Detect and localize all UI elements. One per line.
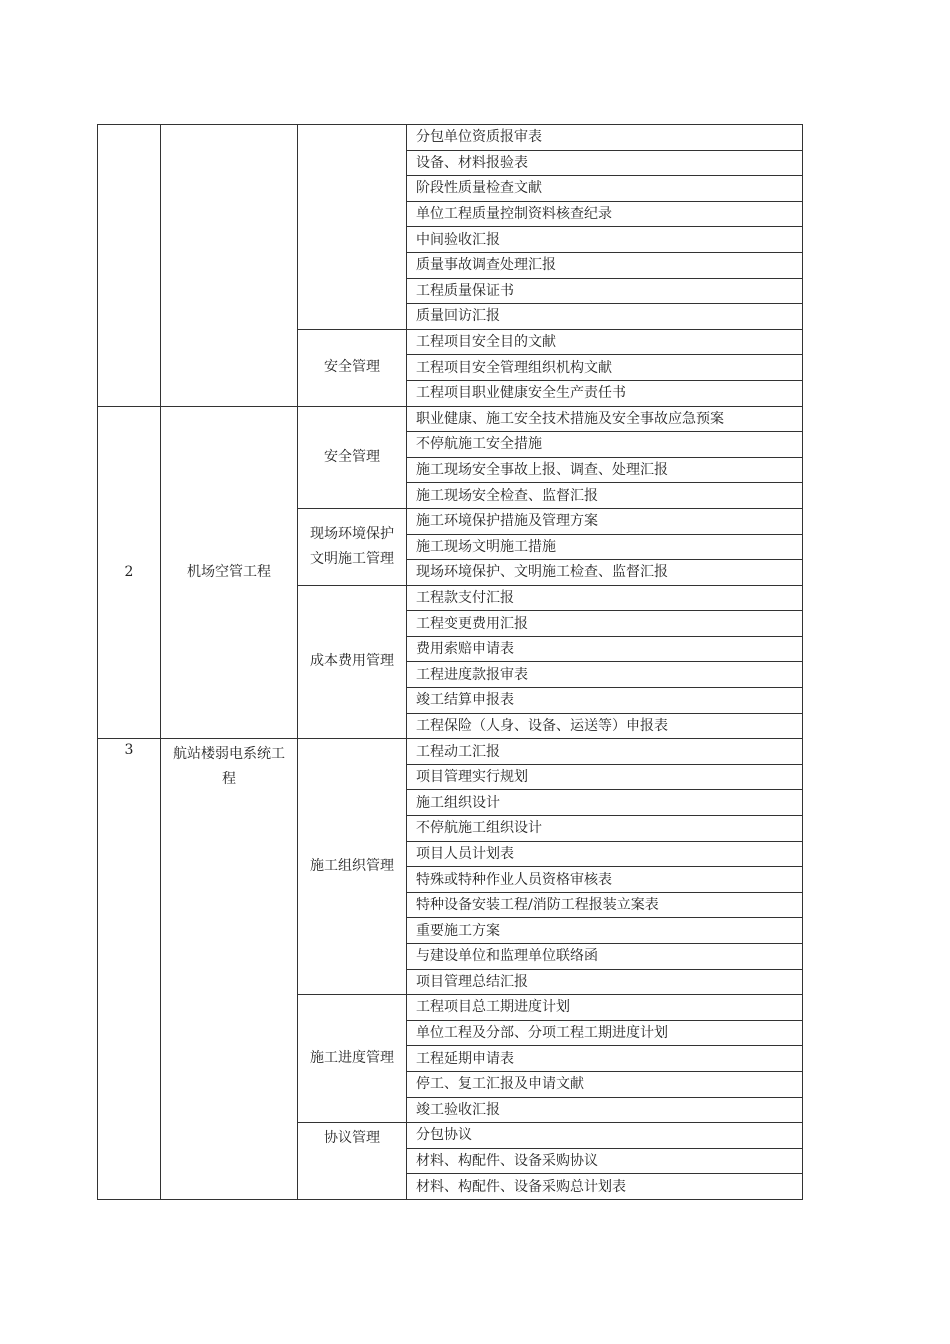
document-item-cell: 工程质量保证书 — [407, 278, 803, 304]
document-item-cell: 费用索赔申请表 — [407, 636, 803, 662]
document-item-cell: 竣工验收汇报 — [407, 1097, 803, 1123]
document-item-cell: 工程延期申请表 — [407, 1046, 803, 1072]
project-name-cell: 航站楼弱电系统工程 — [161, 739, 298, 1200]
document-item-cell: 工程项目职业健康安全生产责任书 — [407, 380, 803, 406]
document-item-cell: 项目管理总结汇报 — [407, 969, 803, 995]
document-item-cell: 工程款支付汇报 — [407, 585, 803, 611]
document-item-cell: 特殊或特种作业人员资格审核表 — [407, 867, 803, 893]
table-body — [98, 125, 803, 1200]
document-item-cell: 工程项目总工期进度计划 — [407, 995, 803, 1021]
document-item-cell: 单位工程及分部、分项工程工期进度计划 — [407, 1020, 803, 1046]
document-item-cell: 分包协议 — [407, 1123, 803, 1149]
document-item-cell: 施工现场安全事故上报、调查、处理汇报 — [407, 457, 803, 483]
document-item-cell: 阶段性质量检查文献 — [407, 176, 803, 202]
document-item-cell: 工程进度款报审表 — [407, 662, 803, 688]
category-cell: 协议管理 — [298, 1123, 407, 1200]
document-item-cell: 施工现场文明施工措施 — [407, 534, 803, 560]
category-cell: 安全管理 — [298, 329, 407, 406]
category-cell: 成本费用管理 — [298, 585, 407, 739]
document-item-cell: 工程项目安全目的文献 — [407, 329, 803, 355]
category-cell: 施工进度管理 — [298, 995, 407, 1123]
row-number-cell: 2 — [98, 406, 161, 739]
document-item-cell: 停工、复工汇报及申请文献 — [407, 1071, 803, 1097]
category-cell: 施工组织管理 — [298, 739, 407, 995]
document-item-cell: 不停航施工组织设计 — [407, 816, 803, 842]
document-item-cell: 重要施工方案 — [407, 918, 803, 944]
table-row — [98, 125, 803, 151]
table-row — [98, 739, 803, 765]
document-item-cell: 分包单位资质报审表 — [407, 125, 803, 151]
document-item-cell: 项目管理实行规划 — [407, 764, 803, 790]
row-number-cell: 3 — [98, 739, 161, 1200]
document-item-cell: 工程动工汇报 — [407, 739, 803, 765]
document-item-cell: 竣工结算申报表 — [407, 688, 803, 714]
document-item-cell: 现场环境保护、文明施工检查、监督汇报 — [407, 560, 803, 586]
document-item-cell: 工程保险（人身、设备、运送等）申报表 — [407, 713, 803, 739]
category-cell: 安全管理 — [298, 406, 407, 508]
project-name-cell: 机场空管工程 — [161, 406, 298, 739]
document-item-cell: 工程变更费用汇报 — [407, 611, 803, 637]
document-item-cell: 职业健康、施工安全技术措施及安全事故应急预案 — [407, 406, 803, 432]
document-item-cell: 特种设备安装工程/消防工程报装立案表 — [407, 892, 803, 918]
table-row — [98, 406, 803, 432]
document-item-cell: 材料、构配件、设备采购协议 — [407, 1148, 803, 1174]
document-item-cell: 材料、构配件、设备采购总计划表 — [407, 1174, 803, 1200]
document-item-cell: 单位工程质量控制资料核查纪录 — [407, 201, 803, 227]
document-item-cell: 项目人员计划表 — [407, 841, 803, 867]
document-item-cell: 不停航施工安全措施 — [407, 432, 803, 458]
document-item-cell: 工程项目安全管理组织机构文献 — [407, 355, 803, 381]
document-table — [97, 124, 803, 1200]
row-number-cell — [98, 125, 161, 407]
project-name-cell — [161, 125, 298, 407]
document-item-cell: 质量回访汇报 — [407, 304, 803, 330]
category-cell — [298, 125, 407, 330]
document-item-cell: 与建设单位和监理单位联络函 — [407, 944, 803, 970]
document-item-cell: 设备、材料报验表 — [407, 150, 803, 176]
document-item-cell: 施工环境保护措施及管理方案 — [407, 508, 803, 534]
document-item-cell: 中间验收汇报 — [407, 227, 803, 253]
category-cell: 现场环境保护文明施工管理 — [298, 508, 407, 585]
document-item-cell: 施工现场安全检查、监督汇报 — [407, 483, 803, 509]
document-item-cell: 质量事故调查处理汇报 — [407, 252, 803, 278]
document-item-cell: 施工组织设计 — [407, 790, 803, 816]
